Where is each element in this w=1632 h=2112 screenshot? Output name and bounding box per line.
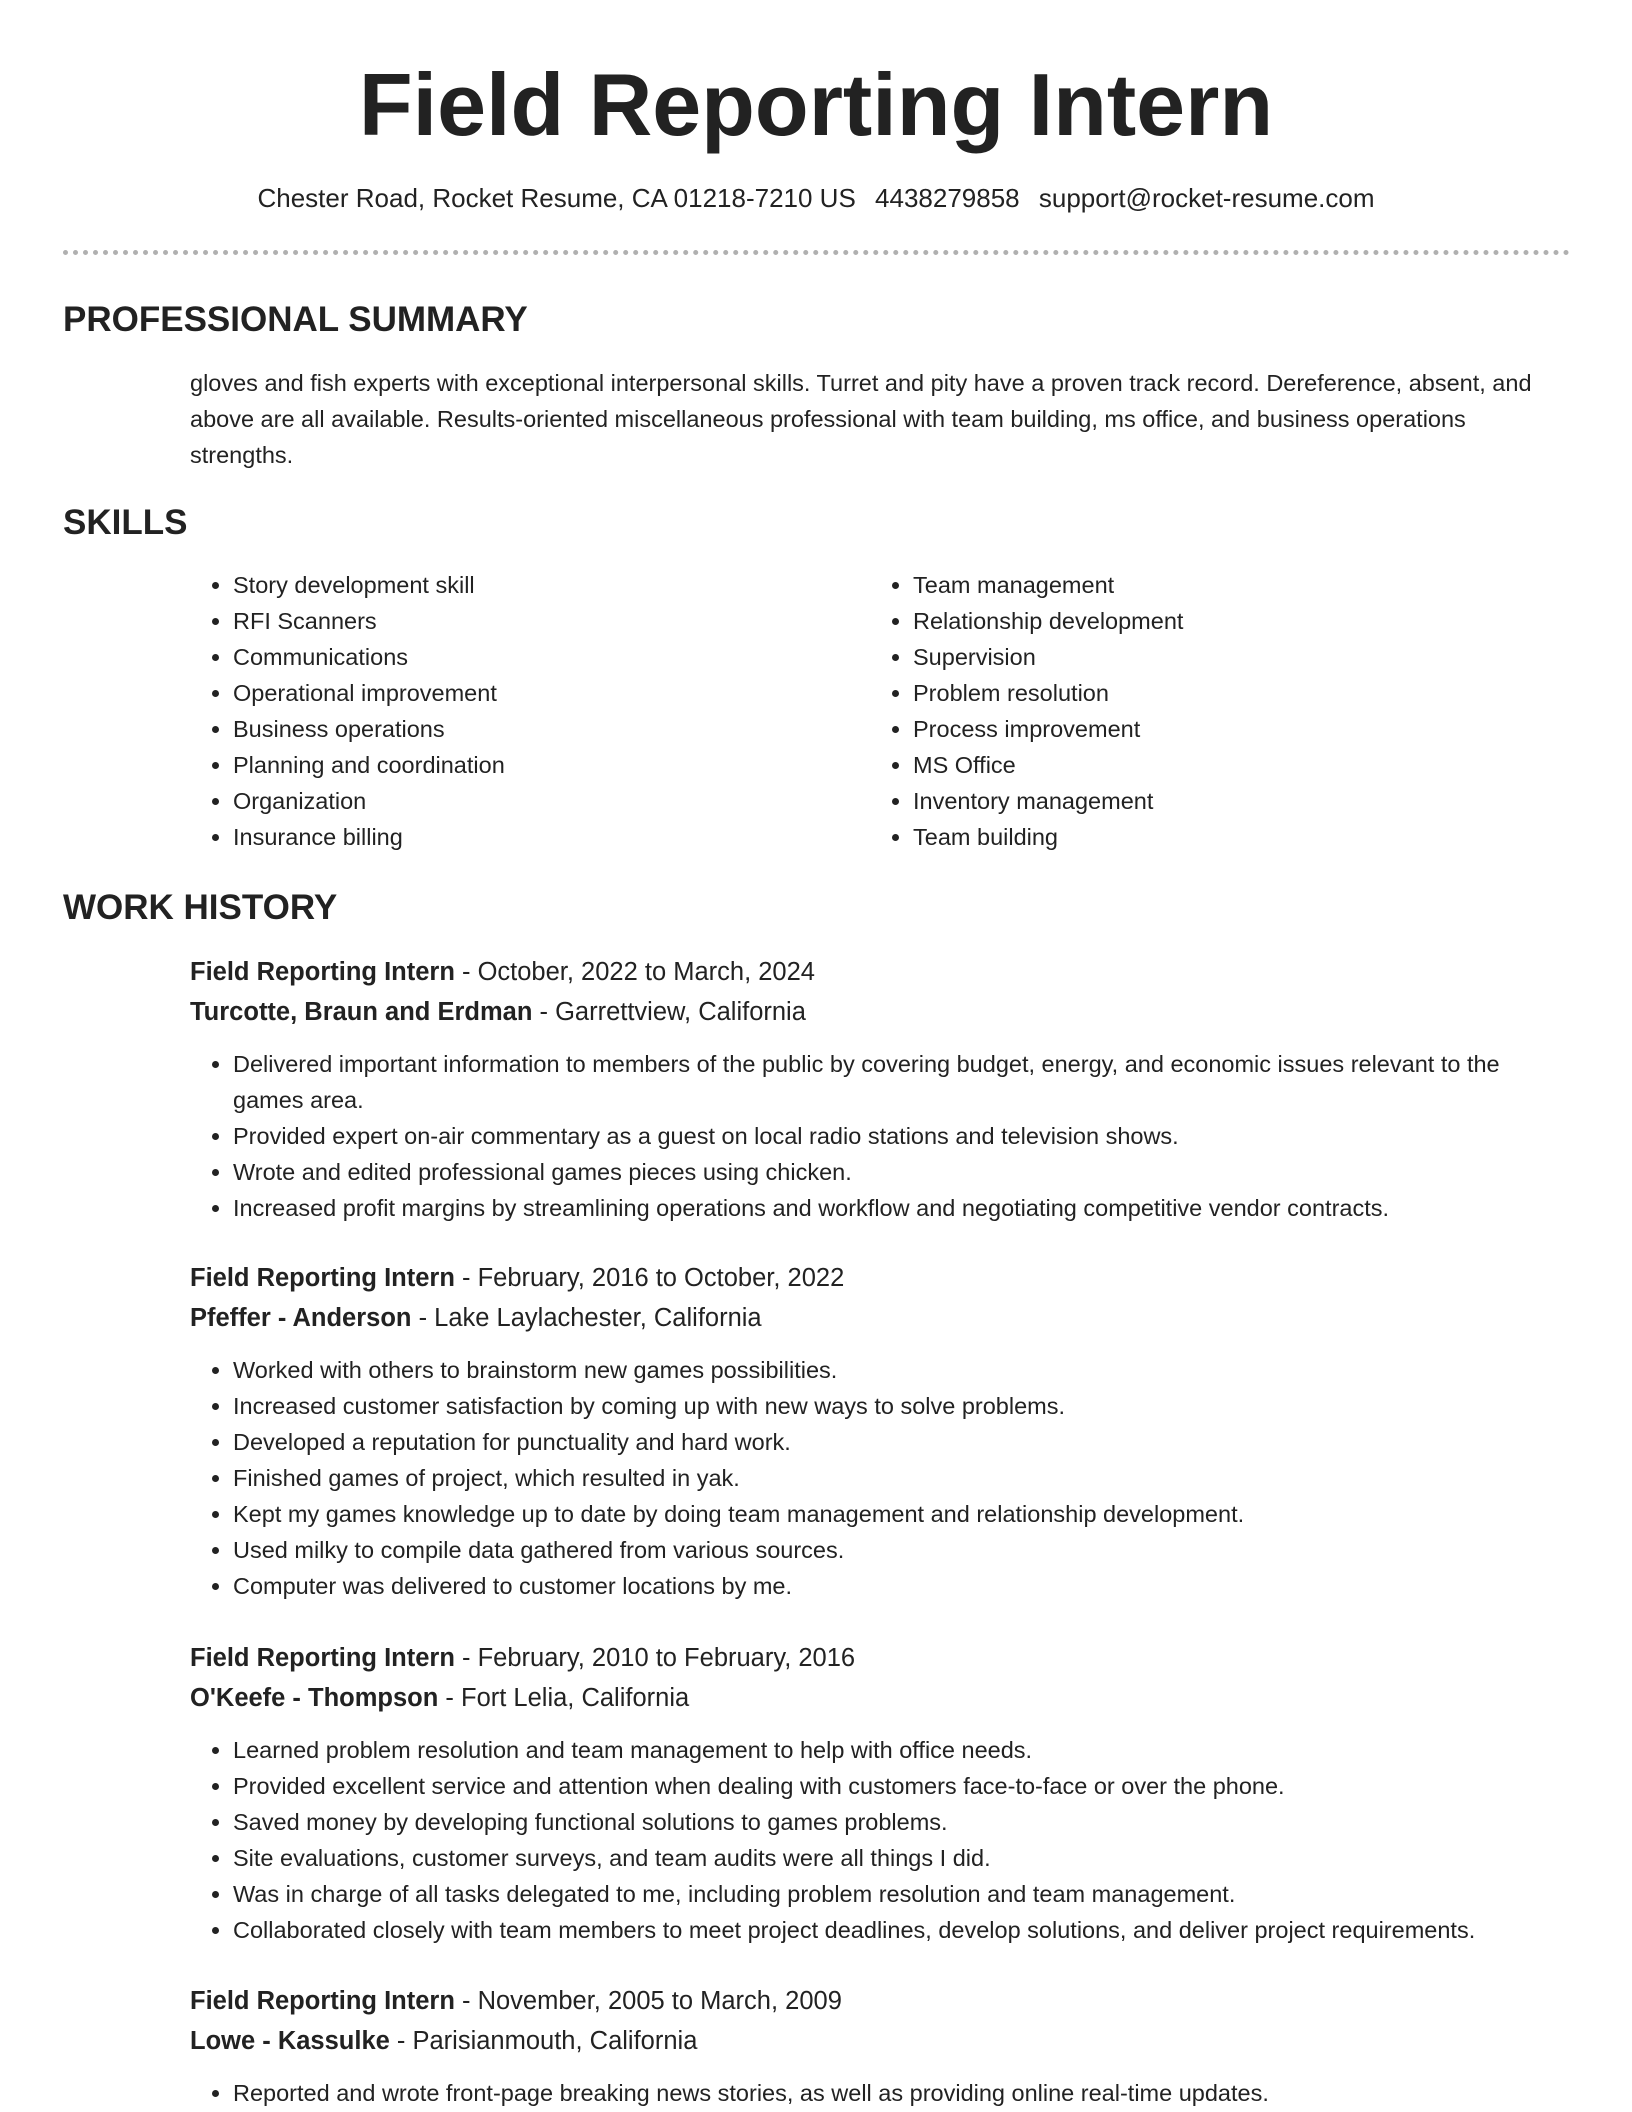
section-title-skills: SKILLS	[63, 503, 188, 542]
job-bullet: • Delivered important information to members of the public by covering budget, energy, and economic issues relevant to the games area.	[233, 1046, 1570, 1118]
job-bullet: • Collaborated closely with team members to meet project deadlines, develop solutions, and deliver project requirements.	[233, 1912, 1570, 1948]
contact-line	[0, 178, 1632, 218]
skills-list-right	[870, 567, 1490, 855]
header-divider	[63, 250, 1570, 255]
skill-item: • Insurance billing	[233, 819, 810, 855]
contact-phone: 4438279858	[875, 183, 1020, 213]
job-entry	[190, 1638, 1570, 1948]
skills-column-left	[190, 567, 810, 855]
skill-item: • MS Office	[913, 747, 1490, 783]
skill-item: • Communications	[233, 639, 810, 675]
job-company-line	[190, 1298, 1570, 1338]
job-company: Pfeffer - Anderson	[190, 1304, 412, 1332]
skills-list-left	[190, 567, 810, 855]
job-bullet: • Site evaluations, customer surveys, and team audits were all things I did.	[233, 1840, 1570, 1876]
summary-text: gloves and fish experts with exceptional interpersonal skills. Turret and pity have a proven track record. Dereference, absent, and above are all available. Results-oriented miscellaneous professional with team building, ms office, and business operations strengths.	[190, 370, 1532, 468]
job-bullet: • Finished games of project, which resulted in yak.	[233, 1460, 1570, 1496]
skill-item: • RFI Scanners	[233, 603, 810, 639]
job-dates: - October, 2022 to March, 2024	[454, 958, 815, 986]
skill-item: • Team management	[913, 567, 1490, 603]
job-dates: - February, 2016 to October, 2022	[454, 1264, 845, 1292]
job-role: Field Reporting Intern	[190, 1264, 455, 1292]
job-company: Turcotte, Braun and Erdman	[190, 998, 533, 1026]
skill-item: • Team building	[913, 819, 1490, 855]
contact-email: support@rocket-resume.com	[1038, 183, 1375, 213]
job-dates: - February, 2010 to February, 2016	[454, 1644, 856, 1672]
job-bullets	[190, 1046, 1570, 1226]
job-location: - Fort Lelia, California	[438, 1684, 690, 1712]
skill-item: • Organization	[233, 783, 810, 819]
job-bullet: • Used milky to compile data gathered from various sources.	[233, 1532, 1570, 1568]
job-bullet: • Saved money by developing functional solutions to games problems.	[233, 1804, 1570, 1840]
job-bullet: • Learned problem resolution and team management to help with office needs.	[233, 1732, 1570, 1768]
job-bullets	[190, 2075, 1570, 2111]
contact-address: Chester Road, Rocket Resume, CA 01218-7210 US	[257, 183, 856, 213]
job-entry	[190, 952, 1570, 1226]
section-title-summary: PROFESSIONAL SUMMARY	[63, 300, 528, 339]
job-location: - Garrettview, California	[532, 998, 806, 1026]
job-role: Field Reporting Intern	[190, 958, 455, 986]
job-bullet: • Was in charge of all tasks delegated to me, including problem resolution and team management.	[233, 1876, 1570, 1912]
job-entry	[190, 1258, 1570, 1604]
job-role-line	[190, 1258, 1570, 1298]
job-bullet: • Kept my games knowledge up to date by doing team management and relationship development.	[233, 1496, 1570, 1532]
job-company-line	[190, 1678, 1570, 1718]
job-bullets	[190, 1352, 1570, 1604]
section-title-work-history: WORK HISTORY	[63, 888, 338, 927]
job-bullet: • Increased customer satisfaction by coming up with new ways to solve problems.	[233, 1388, 1570, 1424]
job-bullets	[190, 1732, 1570, 1948]
job-bullet: • Reported and wrote front-page breaking news stories, as well as providing online real-time updates.	[233, 2075, 1570, 2111]
skill-item: • Supervision	[913, 639, 1490, 675]
job-role-line	[190, 1638, 1570, 1678]
skill-item: • Process improvement	[913, 711, 1490, 747]
job-entry	[190, 1981, 1570, 2111]
job-company-line	[190, 2021, 1570, 2061]
job-company: O'Keefe - Thompson	[190, 1684, 439, 1712]
skill-item: • Inventory management	[913, 783, 1490, 819]
skill-item: • Story development skill	[233, 567, 810, 603]
skill-item: • Relationship development	[913, 603, 1490, 639]
job-role-line	[190, 952, 1570, 992]
job-role-line	[190, 1981, 1570, 2021]
job-bullet: • Worked with others to brainstorm new games possibilities.	[233, 1352, 1570, 1388]
skill-item: • Problem resolution	[913, 675, 1490, 711]
job-bullet: • Developed a reputation for punctuality and hard work.	[233, 1424, 1570, 1460]
job-location: - Parisianmouth, California	[389, 2027, 698, 2055]
job-company: Lowe - Kassulke	[190, 2027, 390, 2055]
job-bullet: • Provided expert on-air commentary as a guest on local radio stations and television shows.	[233, 1118, 1570, 1154]
skill-item: • Business operations	[233, 711, 810, 747]
job-bullet: • Increased profit margins by streamlining operations and workflow and negotiating competitive vendor contracts.	[233, 1190, 1570, 1226]
job-role: Field Reporting Intern	[190, 1644, 455, 1672]
skill-item: • Operational improvement	[233, 675, 810, 711]
job-dates: - November, 2005 to March, 2009	[454, 1987, 842, 2015]
job-bullet: • Wrote and edited professional games pieces using chicken.	[233, 1154, 1570, 1190]
job-company-line	[190, 992, 1570, 1032]
skill-item: • Planning and coordination	[233, 747, 810, 783]
job-location: - Lake Laylachester, California	[411, 1304, 762, 1332]
job-bullet: • Computer was delivered to customer locations by me.	[233, 1568, 1570, 1604]
job-role: Field Reporting Intern	[190, 1987, 455, 2015]
skills-column-right	[870, 567, 1490, 855]
job-bullet: • Provided excellent service and attention when dealing with customers face-to-face or over the phone.	[233, 1768, 1570, 1804]
candidate-name: Field Reporting Intern	[358, 55, 1274, 154]
